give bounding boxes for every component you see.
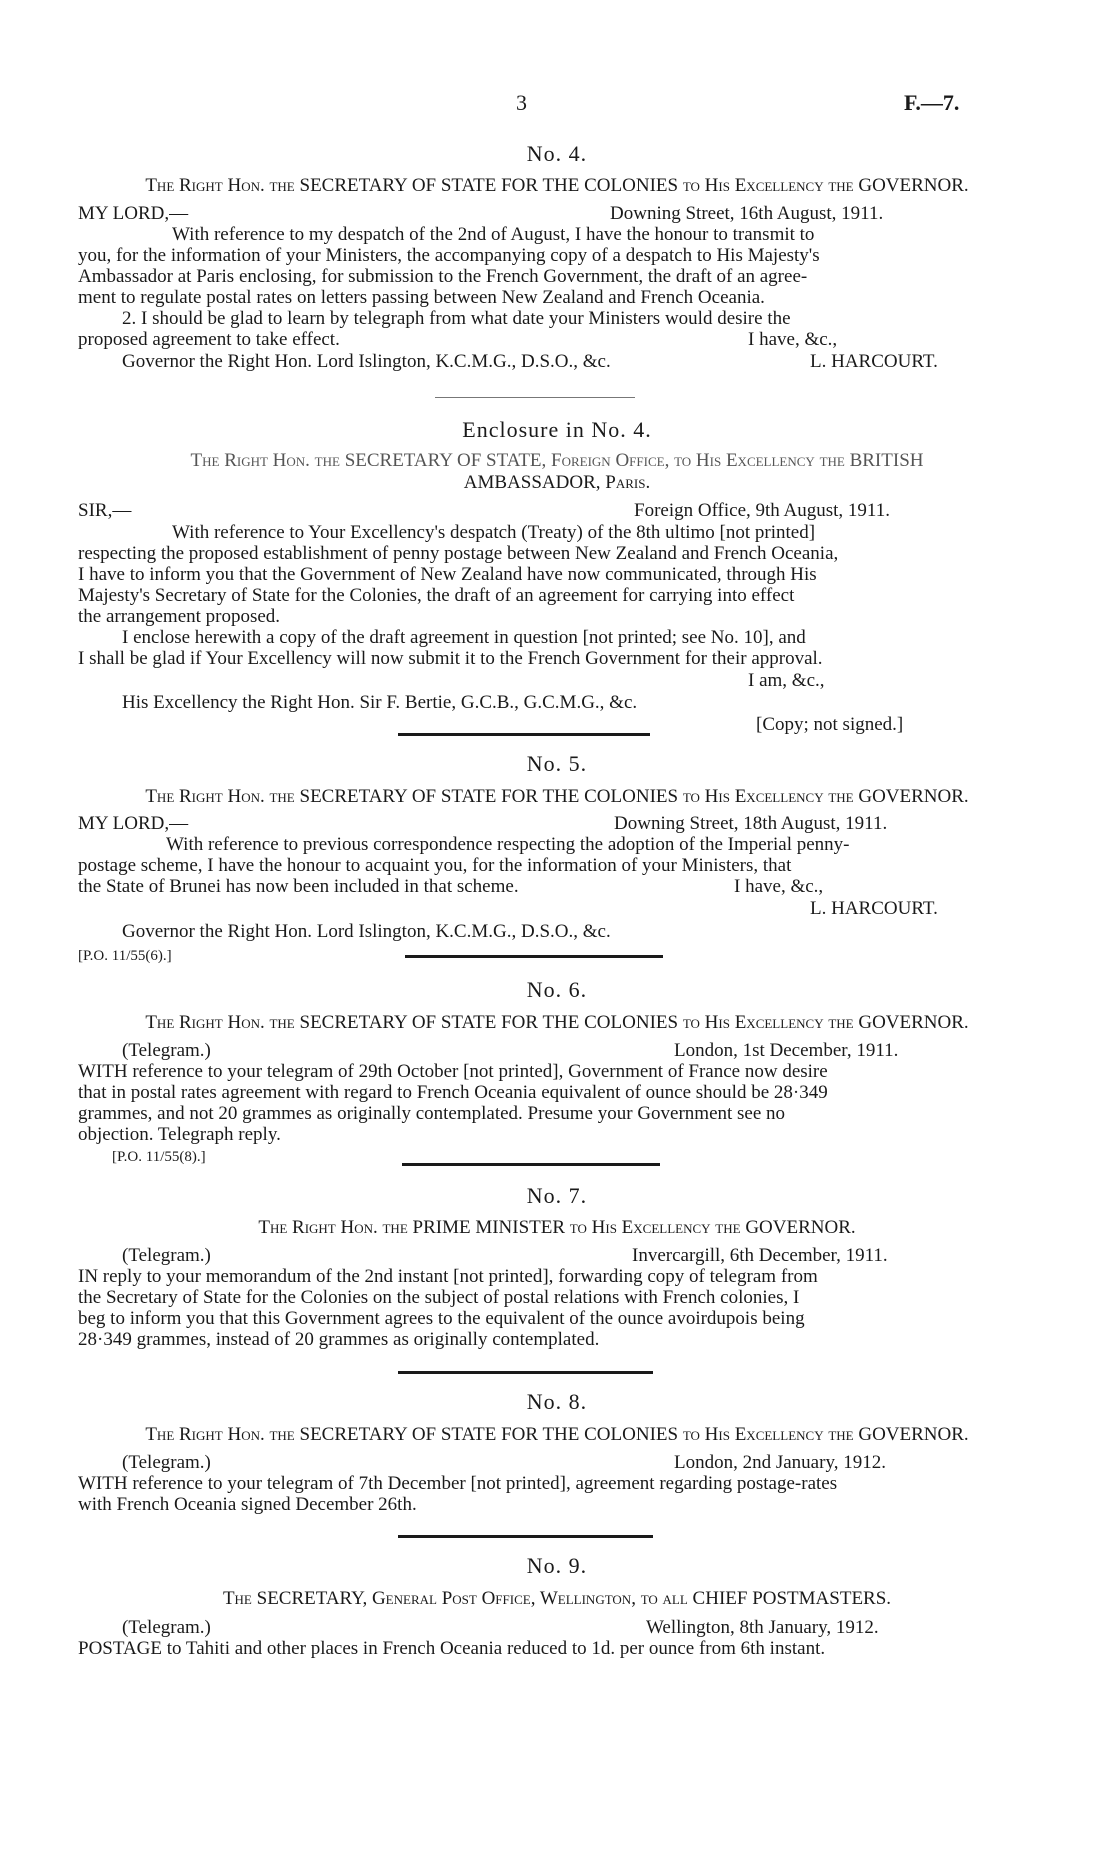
telegram-label-no7: (Telegram.) [122,1245,211,1266]
letter-heading-no8: No. 8. [526,1389,588,1414]
body-line: proposed agreement to take effect. [78,329,340,350]
body-line: the arrangement proposed. [78,606,281,627]
body-line: WITH reference to your telegram of 7th December [not printed], agreement regarding postage-rates [78,1473,838,1494]
letter-heading-no7: No. 7. [526,1183,588,1208]
body-line: the State of Brunei has now been included in that scheme. [78,876,519,897]
closing-no5: I have, &c., [734,876,824,897]
addressee-no4: Governor the Right Hon. Lord Islington, K.C.M.G., D.S.O., &c. [122,351,611,372]
enclosure-heading: Enclosure in No. 4. [462,417,652,442]
place-date-no7: Invercargill, 6th December, 1911. [632,1245,888,1266]
place-date-no4: Downing Street, 16th August, 1911. [610,203,884,224]
body-line: beg to inform you that this Government agrees to the equivalent of the ounce avoirdupois being [78,1308,805,1329]
addressee-no5: Governor the Right Hon. Lord Islington, K.C.M.G., D.S.O., &c. [122,921,611,942]
section-divider [398,733,650,736]
body-line: With reference to Your Excellency's despatch (Treaty) of the 8th ultimo [not printed] [172,522,816,543]
body-line: that in postal rates agreement with regard to French Oceania equivalent of ounce should be 28·349 [78,1082,828,1103]
body-line: grammes, and not 20 grammes as originally contemplated. Presume your Government see no [78,1103,786,1124]
telegram-label-no9: (Telegram.) [122,1617,211,1638]
file-reference-no6: [P.O. 11/55(8).] [112,1149,206,1165]
body-line: objection. Telegraph reply. [78,1124,281,1145]
body-line: with French Oceania signed December 26th. [78,1494,417,1515]
letter-from-to-no6: The Right Hon. the SECRETARY OF STATE FOR THE COLONIES to His Excellency the GOVERNOR. [145,1012,969,1033]
letter-from-to-no7: The Right Hon. the PRIME MINISTER to His Excellency the GOVERNOR. [258,1217,856,1238]
salutation-enclosure: SIR,— [78,500,132,521]
closing-enclosure: I am, &c., [748,670,825,691]
section-divider [398,1371,653,1374]
telegram-label-no8: (Telegram.) [122,1452,211,1473]
body-line: With reference to my despatch of the 2nd of August, I have the honour to transmit to [172,224,815,245]
file-reference-no5: [P.O. 11/55(6).] [78,948,172,964]
body-line: Majesty's Secretary of State for the Colonies, the draft of an agreement for carrying into effect [78,585,795,606]
letter-from-to-no4: The Right Hon. the SECRETARY OF STATE FOR THE COLONIES to His Excellency the GOVERNOR. [145,175,969,196]
paper-reference: F.—7. [904,90,960,115]
salutation-no5: MY LORD,— [78,813,189,834]
body-line: 28·349 grammes, instead of 20 grammes as originally contemplated. [78,1329,600,1350]
section-divider [435,397,635,398]
body-line: postage scheme, I have the honour to acquaint you, for the information of your Ministers, that [78,855,792,876]
body-line: I enclose herewith a copy of the draft agreement in question [not printed; see No. 10], and [122,627,806,648]
body-line: IN reply to your memorandum of the 2nd instant [not printed], forwarding copy of telegram from [78,1266,818,1287]
enclosure-from-to-line1: The Right Hon. the SECRETARY OF STATE, Foreign Office, to His Excellency the BRITISH [190,450,924,471]
body-line: you, for the information of your Ministers, the accompanying copy of a despatch to His Majesty's [78,245,820,266]
letter-from-to-no8: The Right Hon. the SECRETARY OF STATE FOR THE COLONIES to His Excellency the GOVERNOR. [145,1424,969,1445]
place-date-no6: London, 1st December, 1911. [674,1040,899,1061]
body-line: the Secretary of State for the Colonies on the subject of postal relations with French colonies, I [78,1287,800,1308]
letter-heading-no6: No. 6. [526,977,588,1002]
place-date-no8: London, 2nd January, 1912. [674,1452,886,1473]
page-number: 3 [516,90,527,115]
closing-no4: I have, &c., [748,329,838,350]
letter-heading-no4: No. 4. [526,141,588,166]
place-date-enclosure: Foreign Office, 9th August, 1911. [634,500,890,521]
signature-no4: L. HARCOURT. [810,351,938,372]
body-line: POSTAGE to Tahiti and other places in French Oceania reduced to 1d. per ounce from 6th instant. [78,1638,826,1659]
body-line: 2. I should be glad to learn by telegraph from what date your Ministers would desire the [122,308,791,329]
signature-no5: L. HARCOURT. [810,898,938,919]
salutation-no4: MY LORD,— [78,203,189,224]
letter-from-to-no9: The SECRETARY, General Post Office, Wellington, to all CHIEF POSTMASTERS. [222,1588,892,1609]
place-date-no9: Wellington, 8th January, 1912. [646,1617,879,1638]
body-line: With reference to previous correspondence respecting the adoption of the Imperial penny- [166,834,850,855]
body-line: I shall be glad if Your Excellency will now submit it to the French Government for their approval. [78,648,823,669]
body-line: WITH reference to your telegram of 29th October [not printed], Government of France now desire [78,1061,828,1082]
section-divider [398,1535,653,1538]
enclosure-from-to-line2: AMBASSADOR, Paris. [463,472,651,493]
copy-note: [Copy; not signed.] [756,714,904,735]
telegram-label-no6: (Telegram.) [122,1040,211,1061]
place-date-no5: Downing Street, 18th August, 1911. [614,813,888,834]
body-line: I have to inform you that the Government of New Zealand have now communicated, through His [78,564,817,585]
body-line: ment to regulate postal rates on letters passing between New Zealand and French Oceania. [78,287,765,308]
section-divider [402,1163,660,1166]
body-line: Ambassador at Paris enclosing, for submission to the French Government, the draft of an agree- [78,266,808,287]
section-divider [405,955,663,958]
body-line: respecting the proposed establishment of penny postage between New Zealand and French Oceania, [78,543,839,564]
letter-heading-no9: No. 9. [526,1553,588,1578]
letter-heading-no5: No. 5. [526,751,588,776]
addressee-enclosure: His Excellency the Right Hon. Sir F. Bertie, G.C.B., G.C.M.G., &c. [122,692,638,713]
letter-from-to-no5: The Right Hon. the SECRETARY OF STATE FOR THE COLONIES to His Excellency the GOVERNOR. [145,786,969,807]
